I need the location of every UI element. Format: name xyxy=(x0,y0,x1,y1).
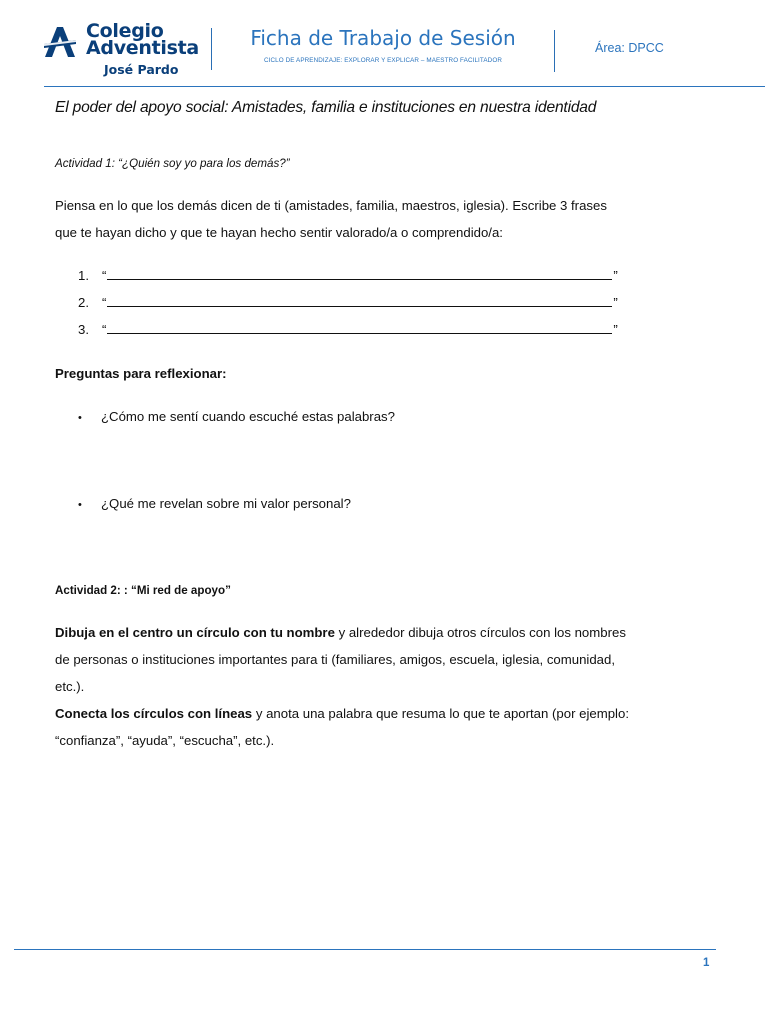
question-text: ¿Qué me revelan sobre mi valor personal? xyxy=(101,496,351,511)
answer-line-item xyxy=(78,322,618,340)
item-number: 1. xyxy=(78,268,89,283)
activity1-heading: Actividad 1: “¿Quién soy yo para los demás?” xyxy=(55,157,290,170)
reflection-question xyxy=(78,496,351,511)
activity1-instructions-line: Piensa en lo que los demás dicen de ti (amistades, familia, maestros, iglesia). Escribe 3 frases xyxy=(55,198,607,213)
header-divider xyxy=(554,30,555,72)
activity1-instructions-line: que te hayan dicho y que te hayan hecho sentir valorado/a o comprendido/a: xyxy=(55,225,503,240)
item-number: 2. xyxy=(78,295,89,310)
question-text: ¿Cómo me sentí cuando escuché estas palabras? xyxy=(101,409,395,424)
school-logo xyxy=(42,22,210,82)
footer-rule xyxy=(14,949,716,950)
header-divider xyxy=(211,28,212,70)
logo-name-line1: Colegio xyxy=(86,20,164,42)
logo-name-line2: Adventista xyxy=(86,37,199,59)
header-title: Ficha de Trabajo de Sesión xyxy=(250,26,516,50)
logo-campus: José Pardo xyxy=(104,62,179,77)
bullet-icon: • xyxy=(78,499,82,511)
activity2-instructions-line xyxy=(55,706,629,721)
answer-line-item xyxy=(78,295,618,313)
close-quote: ” xyxy=(613,322,618,337)
header-rule xyxy=(44,86,765,87)
answer-blank-line[interactable] xyxy=(107,322,612,334)
answer-line-item xyxy=(78,268,618,286)
area-label: Área: DPCC xyxy=(595,41,664,55)
close-quote: ” xyxy=(613,268,618,283)
instruction-text: y alrededor dibuja otros círculos con los nombres xyxy=(334,625,626,640)
school-logo-icon xyxy=(42,24,78,58)
activity2-instructions-line: etc.). xyxy=(55,679,85,694)
activity2-heading: Actividad 2: : “Mi red de apoyo” xyxy=(55,584,231,597)
document-title: El poder del apoyo social: Amistades, familia e instituciones en nuestra identidad xyxy=(55,99,597,116)
bullet-icon: • xyxy=(78,412,82,424)
activity2-instructions-line xyxy=(55,625,626,640)
answer-blank-line[interactable] xyxy=(107,295,612,307)
open-quote: “ xyxy=(102,295,107,310)
answer-blank-line[interactable] xyxy=(107,268,612,280)
instruction-emphasis: Conecta los círculos con líneas xyxy=(55,706,253,721)
open-quote: “ xyxy=(102,322,107,337)
instruction-text: y anota una palabra que resuma lo que te aportan (por ejemplo: xyxy=(252,706,629,721)
instruction-emphasis: Dibuja en el centro un círculo con tu nombre xyxy=(55,625,335,640)
close-quote: ” xyxy=(613,295,618,310)
page-number: 1 xyxy=(703,957,710,969)
document-header xyxy=(0,0,768,88)
item-number: 3. xyxy=(78,322,89,337)
header-subtitle: CICLO DE APRENDIZAJE: EXPLORAR Y EXPLICAR – MAESTRO FACILITADOR xyxy=(264,57,502,64)
reflection-question xyxy=(78,409,395,424)
reflection-heading: Preguntas para reflexionar: xyxy=(55,366,227,381)
activity2-instructions-line: “confianza”, “ayuda”, “escucha”, etc.). xyxy=(55,733,275,748)
activity2-instructions-line: de personas o instituciones importantes para ti (familiares, amigos, escuela, iglesia, comunidad, xyxy=(55,652,616,667)
open-quote: “ xyxy=(102,268,107,283)
